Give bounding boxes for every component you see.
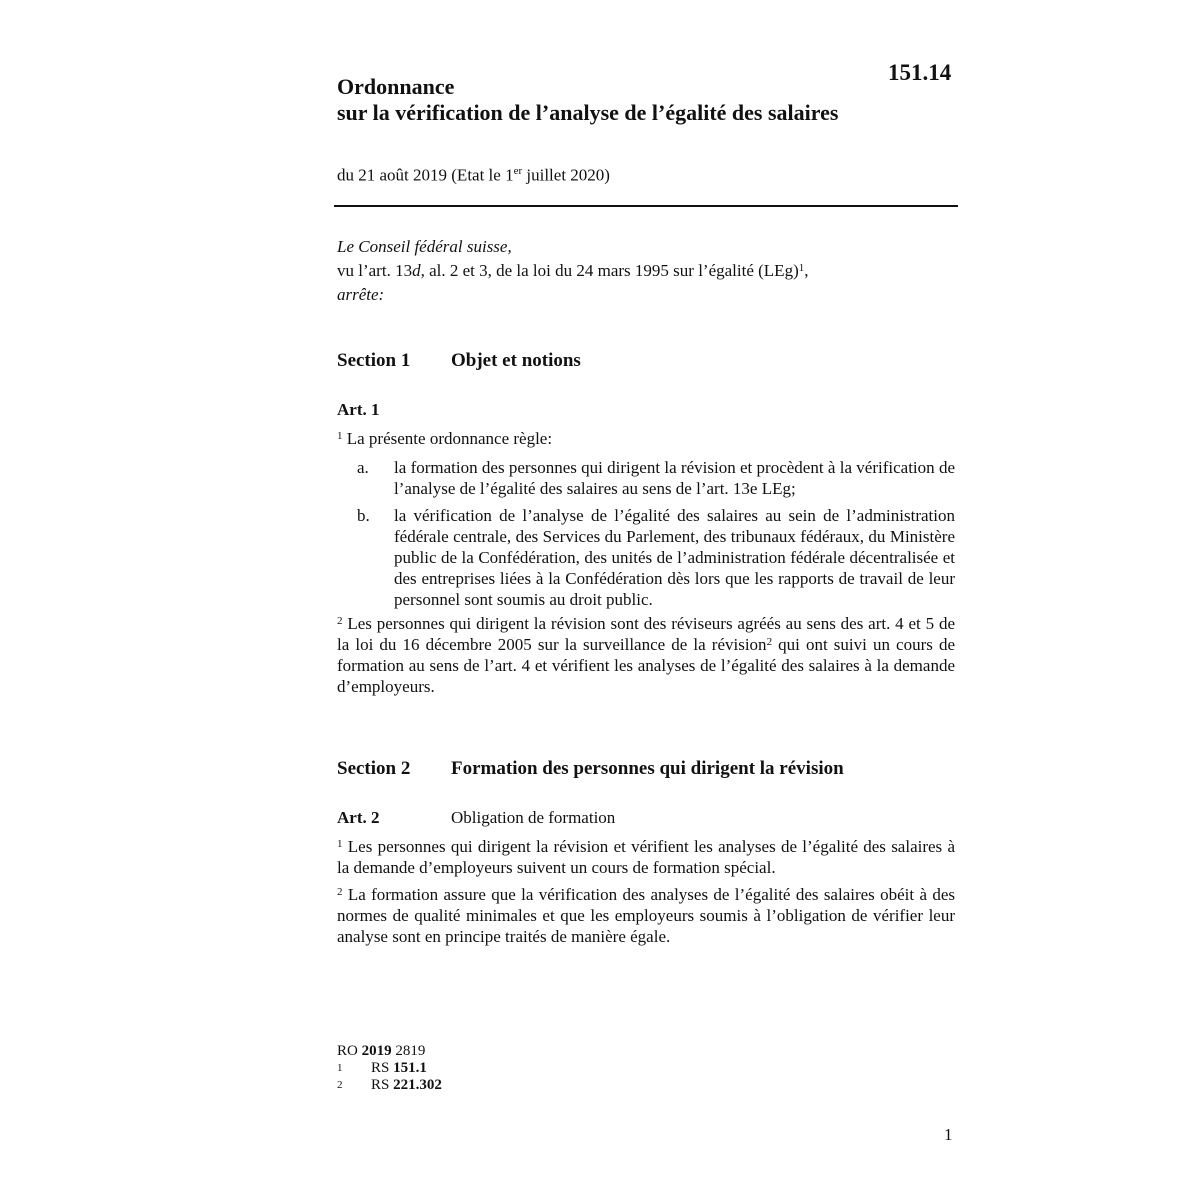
article-1-paragraph-1 (337, 428, 955, 449)
footnote-ref-number[interactable]: 151.1 (393, 1060, 427, 1076)
footnote-text (371, 1077, 442, 1094)
ro-year: 2019 (361, 1043, 392, 1059)
footnote-text (371, 1060, 427, 1077)
footnote-prefix: RS (371, 1060, 394, 1076)
footnote-item (337, 1077, 442, 1094)
list-item (337, 457, 955, 499)
footnotes (337, 1043, 442, 1094)
paragraph-number: 1 (337, 838, 343, 850)
list-item-text: la formation des personnes qui dirigent la révision et procèdent à la vérification de l’analyse de l’égalité des salaires au sens de l’art. 13e LEg; (394, 458, 955, 498)
title-divider (334, 205, 958, 207)
article-2-number: Art. 2 (337, 808, 380, 827)
article-1-list (337, 457, 955, 616)
footnote-ref-1[interactable]: 1 (798, 262, 805, 274)
article-1-number: Art. 1 (337, 400, 380, 419)
vu-text-a: vu l’art. 13 (337, 261, 413, 280)
paragraph-text: Les personnes qui dirigent la révision sont des réviseurs agréés au sens des art. 4 et 5 de la loi du 16 décembre 2005 sur la surveillance de la révision (337, 614, 955, 654)
list-item-text: la vérification de l’analyse de l’égalité des salaires au sein de l’administration fédérale centrale, des Services du Parlement, des tribunaux fédéraux, du Ministère public de la Confédération, des unités de l’administration fédérale décentralisée et des entreprises liées à la Confédération dès lors que les rapports de travail de leur personnel sont soumis au droit public. (394, 506, 955, 609)
list-item (337, 505, 955, 610)
title-line-2: sur la vérification de l’analyse de l’égalité des salaires (337, 100, 839, 125)
section-2-title: Formation des personnes qui dirigent la révision (451, 758, 844, 779)
preamble (337, 236, 955, 308)
footnote-item (337, 1060, 442, 1077)
ro-reference (337, 1043, 442, 1060)
paragraph-number: 2 (337, 615, 343, 627)
paragraph-text: Les personnes qui dirigent la révision et vérifient les analyses de l’égalité des salaires à la demande d’employeurs suivent un cours de formation spécial. (337, 837, 955, 877)
article-2-paragraph-2 (337, 884, 955, 947)
ro-prefix: RO (337, 1043, 362, 1059)
vu-text-end: , (804, 261, 809, 280)
section-2-heading (337, 758, 844, 780)
paragraph-text: qui ont suivi un cours de formation au sens de l’art. 4 et vérifient les analyses de l’égalité des salaires à la demande d’employeurs. (337, 635, 955, 696)
article-2-title: Obligation de formation (451, 808, 616, 827)
section-1-heading (337, 350, 581, 372)
section-1-number: Section 1 (337, 350, 411, 371)
date-suffix: juillet 2020) (522, 165, 610, 185)
article-2-paragraph-1 (337, 836, 955, 878)
document-date (337, 165, 610, 186)
article-1-heading (337, 400, 451, 420)
ro-page: 2819 (391, 1043, 426, 1059)
document-number: 151.14 (888, 60, 952, 85)
page-number: 1 (944, 1125, 953, 1144)
article-1-paragraph-2 (337, 613, 955, 697)
preamble-council: Le Conseil fédéral suisse, (337, 237, 512, 256)
paragraph-number: 1 (337, 430, 343, 442)
footnote-ref-number[interactable]: 221.302 (393, 1077, 442, 1093)
vu-text-b: , al. 2 et 3, de la loi du 24 mars 1995 sur l’égalité (LEg) (420, 261, 799, 280)
list-marker: b. (357, 506, 370, 525)
document-title (337, 74, 838, 126)
title-line-1: Ordonnance (337, 74, 455, 99)
vu-text-d: d (412, 261, 421, 280)
footnote-ref-2[interactable]: 2 (766, 636, 773, 648)
date-prefix: du 21 août 2019 (Etat le 1 (337, 165, 514, 185)
date-superscript: er (513, 165, 523, 177)
footnote-number: 2 (337, 1079, 343, 1091)
preamble-vu (337, 260, 955, 281)
article-2-heading (337, 808, 615, 828)
list-marker: a. (357, 458, 369, 477)
paragraph-number: 2 (337, 886, 343, 898)
footnote-number: 1 (337, 1062, 343, 1074)
section-2-number: Section 2 (337, 758, 411, 779)
footnote-prefix: RS (371, 1077, 394, 1093)
paragraph-text: La présente ordonnance règle: (342, 429, 553, 448)
section-1-title: Objet et notions (451, 350, 581, 371)
paragraph-text: La formation assure que la vérification des analyses de l’égalité des salaires obéit à des normes de qualité minimales et que les employeurs soumis à l’obligation de vérifier leur analyse sont en principe traités de manière égale. (337, 885, 955, 946)
preamble-arrete: arrête: (337, 285, 385, 304)
